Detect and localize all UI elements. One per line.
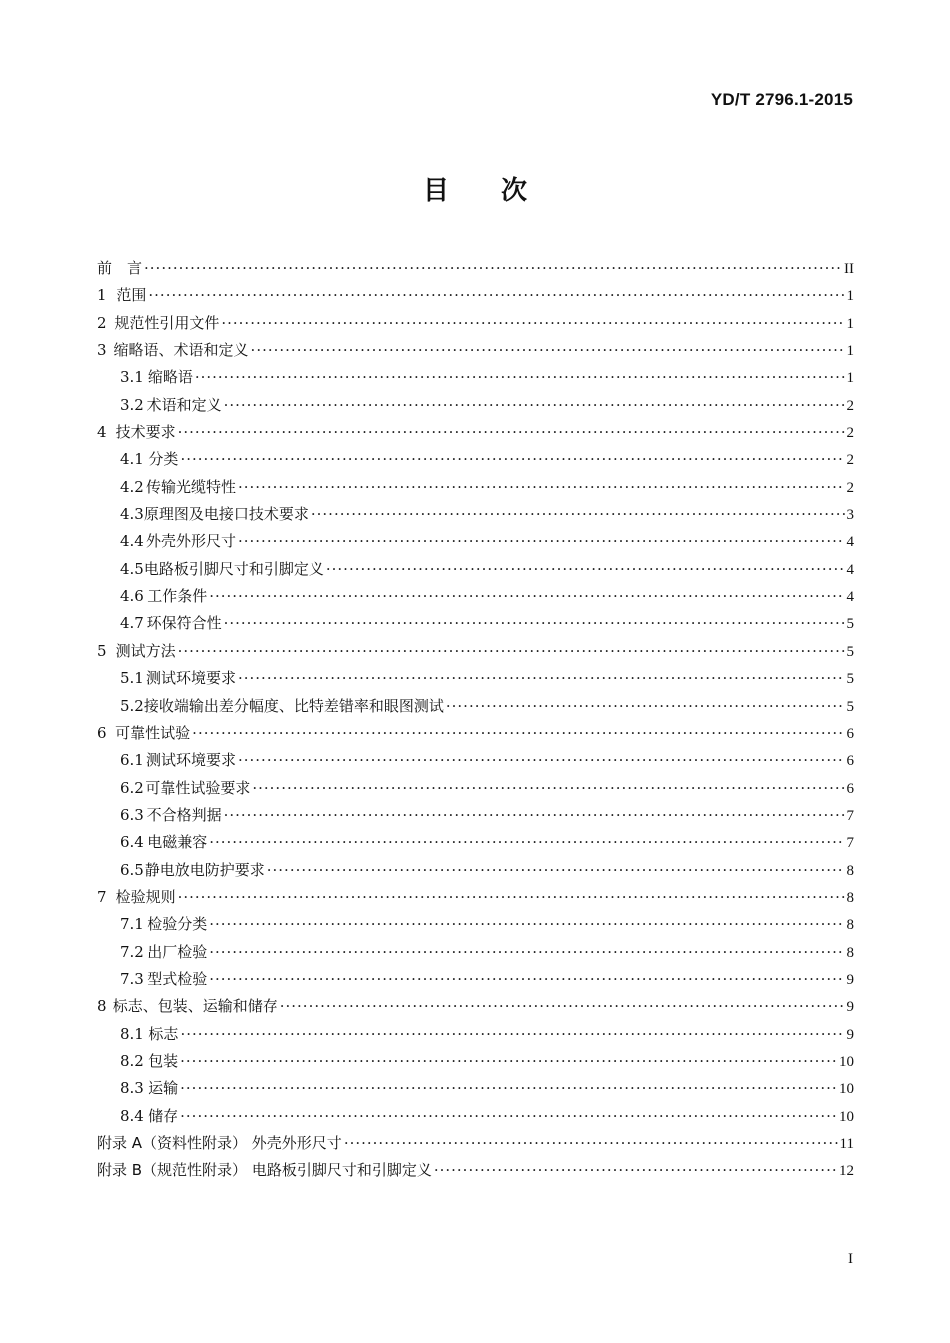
toc-leader-dots bbox=[238, 528, 845, 555]
toc-entry-number: 8.1 bbox=[120, 1024, 144, 1043]
toc-entry-label: 技术要求 bbox=[115, 423, 176, 442]
toc-entry-page: 6 bbox=[846, 753, 854, 770]
toc-leader-dots bbox=[209, 966, 844, 993]
toc-entry[interactable] bbox=[97, 446, 854, 473]
toc-entry[interactable] bbox=[97, 857, 854, 884]
toc-leader-dots bbox=[224, 610, 845, 637]
toc-entry[interactable] bbox=[97, 556, 854, 583]
toc-leader-dots bbox=[195, 364, 845, 391]
toc-entry-page: 2 bbox=[846, 479, 854, 496]
toc-leader-dots bbox=[209, 939, 844, 966]
toc-entry-label: 标志、包装、运输和储存 bbox=[112, 997, 278, 1016]
toc-entry[interactable] bbox=[97, 337, 854, 364]
toc-entry-page: 7 bbox=[846, 835, 854, 852]
toc-entry-number: 7.2 bbox=[120, 942, 144, 961]
toc-leader-dots bbox=[446, 693, 845, 720]
toc-entry-number: 4.4 bbox=[120, 532, 144, 551]
toc-leader-dots bbox=[209, 911, 844, 938]
toc-entry-number: 4.5 bbox=[120, 559, 144, 578]
toc-entry-number: 5.2 bbox=[120, 696, 144, 715]
toc-entry-page: II bbox=[844, 261, 854, 277]
table-of-contents bbox=[97, 255, 854, 1185]
toc-entry-label: 型式检验 bbox=[147, 969, 208, 988]
toc-leader-dots bbox=[434, 1157, 837, 1184]
toc-entry-number: 4.7 bbox=[120, 614, 144, 633]
toc-entry-label: 测试方法 bbox=[115, 641, 176, 660]
toc-entry-number: 6.1 bbox=[120, 751, 144, 770]
toc-entry-page: 4 bbox=[846, 589, 854, 606]
toc-entry-number: 6.2 bbox=[120, 778, 144, 797]
toc-entry-label: 不合格判据 bbox=[146, 805, 222, 824]
toc-entry-number: 2 bbox=[97, 313, 107, 332]
toc-leader-dots bbox=[178, 884, 845, 911]
toc-entry-label: 电路板引脚尺寸和引脚定义 bbox=[143, 559, 324, 578]
toc-entry[interactable] bbox=[97, 747, 854, 774]
toc-entry[interactable] bbox=[97, 583, 854, 610]
toc-entry-number: 6.3 bbox=[120, 805, 144, 824]
toc-entry-number: 4.1 bbox=[120, 450, 144, 469]
toc-leader-dots bbox=[224, 802, 845, 829]
toc-leader-dots bbox=[178, 419, 845, 446]
toc-entry[interactable] bbox=[97, 829, 854, 856]
toc-entry[interactable] bbox=[97, 392, 854, 419]
toc-entry-page: 12 bbox=[839, 1163, 854, 1180]
toc-entry-label: 附录 B（规范性附录） 电路板引脚尺寸和引脚定义 bbox=[97, 1161, 432, 1180]
toc-entry[interactable] bbox=[97, 255, 854, 282]
toc-entry-number: 1 bbox=[97, 286, 107, 305]
toc-entry-number: 7.1 bbox=[120, 915, 144, 934]
toc-leader-dots bbox=[238, 747, 845, 774]
toc-entry-page: 9 bbox=[846, 999, 854, 1016]
toc-entry-label: 缩略语、术语和定义 bbox=[113, 341, 249, 360]
toc-entry[interactable] bbox=[97, 911, 854, 938]
toc-entry-label: 包装 bbox=[148, 1051, 179, 1070]
toc-leader-dots bbox=[180, 446, 844, 473]
toc-entry[interactable] bbox=[97, 802, 854, 829]
toc-entry-page: 1 bbox=[846, 315, 854, 332]
toc-entry-page: 9 bbox=[846, 1026, 854, 1043]
toc-entry-number: 8.4 bbox=[120, 1106, 144, 1125]
toc-entry-number: 5.1 bbox=[120, 669, 144, 688]
toc-leader-dots bbox=[180, 1048, 837, 1075]
toc-leader-dots bbox=[267, 857, 845, 884]
toc-entry-page: 1 bbox=[846, 370, 854, 387]
toc-entry-page: 10 bbox=[839, 1108, 854, 1125]
toc-leader-dots bbox=[192, 720, 844, 747]
toc-entry-label: 标志 bbox=[148, 1024, 179, 1043]
toc-entry-number: 6 bbox=[97, 723, 107, 742]
toc-entry[interactable] bbox=[97, 1157, 854, 1184]
toc-entry[interactable] bbox=[97, 665, 854, 692]
toc-leader-dots bbox=[209, 583, 844, 610]
toc-entry-page: 5 bbox=[846, 698, 854, 715]
toc-entry-page: 10 bbox=[839, 1053, 854, 1070]
toc-leader-dots bbox=[252, 775, 844, 802]
toc-entry[interactable] bbox=[97, 501, 854, 528]
toc-entry-page: 4 bbox=[846, 561, 854, 578]
toc-leader-dots bbox=[148, 282, 844, 309]
toc-entry-number: 3.1 bbox=[120, 368, 144, 387]
toc-leader-dots bbox=[144, 255, 842, 282]
toc-entry-page: 5 bbox=[846, 671, 854, 688]
toc-entry-number: 5 bbox=[97, 641, 107, 660]
toc-entry-label: 规范性引用文件 bbox=[114, 313, 220, 332]
toc-entry-page: 10 bbox=[839, 1081, 854, 1098]
toc-entry-number: 8.2 bbox=[120, 1051, 144, 1070]
toc-entry-label: 缩略语 bbox=[147, 368, 193, 387]
toc-entry-label: 接收端输出差分幅度、比特差错率和眼图测试 bbox=[143, 696, 444, 715]
toc-entry-page: 11 bbox=[839, 1136, 854, 1152]
toc-entry-label: 测试环境要求 bbox=[145, 751, 236, 770]
toc-entry-label: 储存 bbox=[148, 1106, 179, 1125]
toc-leader-dots bbox=[311, 501, 845, 528]
toc-entry-page: 1 bbox=[846, 288, 854, 305]
toc-entry-page: 3 bbox=[846, 507, 854, 524]
toc-entry-label: 传输光缆特性 bbox=[145, 477, 236, 496]
toc-entry[interactable] bbox=[97, 1103, 854, 1130]
toc-entry-page: 8 bbox=[846, 862, 854, 879]
page-number: I bbox=[848, 1251, 853, 1267]
toc-entry-page: 8 bbox=[846, 889, 854, 906]
title-char-left: 目 bbox=[422, 176, 449, 206]
toc-leader-dots bbox=[251, 337, 845, 364]
toc-entry-label: 前 言 bbox=[97, 259, 143, 277]
toc-entry[interactable] bbox=[97, 993, 854, 1020]
toc-entry-number: 4.3 bbox=[120, 505, 144, 524]
toc-entry-label: 电磁兼容 bbox=[147, 833, 208, 852]
toc-entry[interactable] bbox=[97, 610, 854, 637]
toc-entry-number: 4.6 bbox=[120, 587, 144, 606]
toc-entry[interactable] bbox=[97, 939, 854, 966]
toc-entry-number: 6.4 bbox=[120, 833, 144, 852]
toc-entry[interactable] bbox=[97, 282, 854, 309]
toc-entry-number: 7 bbox=[97, 887, 107, 906]
toc-entry-number: 8.3 bbox=[120, 1079, 144, 1098]
toc-entry-page: 2 bbox=[846, 452, 854, 469]
document-code: YD/T 2796.1-2015 bbox=[710, 90, 853, 109]
toc-entry-page: 8 bbox=[846, 944, 854, 961]
toc-entry[interactable] bbox=[97, 1130, 854, 1157]
toc-entry-label: 环保符合性 bbox=[146, 614, 222, 633]
toc-entry-label: 可靠性试验 bbox=[115, 723, 191, 742]
toc-entry[interactable] bbox=[97, 1048, 854, 1075]
toc-leader-dots bbox=[178, 638, 845, 665]
toc-entry-label: 检验规则 bbox=[115, 887, 176, 906]
toc-entry-label: 静电放电防护要求 bbox=[144, 860, 265, 879]
toc-leader-dots bbox=[238, 474, 845, 501]
toc-entry[interactable] bbox=[97, 775, 854, 802]
toc-entry[interactable] bbox=[97, 419, 854, 446]
toc-entry-page: 9 bbox=[846, 971, 854, 988]
toc-entry[interactable] bbox=[97, 720, 854, 747]
toc-entry-number: 4.2 bbox=[120, 477, 144, 496]
toc-leader-dots bbox=[180, 1103, 837, 1130]
toc-leader-dots bbox=[238, 665, 845, 692]
toc-entry-label: 运输 bbox=[148, 1079, 179, 1098]
toc-entry-label: 术语和定义 bbox=[146, 395, 222, 414]
toc-leader-dots bbox=[280, 993, 845, 1020]
toc-entry-label: 出厂检验 bbox=[147, 942, 208, 961]
toc-leader-dots bbox=[180, 1021, 844, 1048]
toc-entry[interactable] bbox=[97, 528, 854, 555]
toc-entry-number: 3.2 bbox=[120, 395, 144, 414]
toc-entry[interactable] bbox=[97, 966, 854, 993]
toc-entry-page: 6 bbox=[846, 725, 854, 742]
title-char-right: 次 bbox=[501, 176, 528, 206]
toc-leader-dots bbox=[344, 1130, 838, 1157]
toc-entry[interactable] bbox=[97, 310, 854, 337]
toc-entry[interactable] bbox=[97, 1021, 854, 1048]
toc-entry-page: 4 bbox=[846, 534, 854, 551]
toc-entry-number: 7.3 bbox=[120, 969, 144, 988]
toc-entry-page: 5 bbox=[846, 643, 854, 660]
toc-entry-label: 分类 bbox=[148, 450, 179, 469]
toc-entry-number: 6.5 bbox=[120, 860, 144, 879]
toc-entry-number: 4 bbox=[97, 423, 107, 442]
toc-entry-label: 可靠性试验要求 bbox=[145, 778, 251, 797]
toc-entry-label: 范围 bbox=[116, 286, 147, 305]
toc-entry-label: 附录 A（资料性附录） 外壳外形尺寸 bbox=[97, 1134, 342, 1152]
toc-entry-page: 8 bbox=[846, 917, 854, 934]
toc-entry[interactable] bbox=[97, 638, 854, 665]
page-title bbox=[0, 170, 950, 207]
toc-entry-page: 2 bbox=[846, 397, 854, 414]
toc-leader-dots bbox=[221, 310, 844, 337]
toc-entry-label: 测试环境要求 bbox=[145, 669, 236, 688]
toc-entry-label: 原理图及电接口技术要求 bbox=[143, 505, 309, 524]
toc-entry-number: 8 bbox=[97, 997, 107, 1016]
toc-entry-page: 1 bbox=[846, 343, 854, 360]
toc-leader-dots bbox=[209, 829, 844, 856]
toc-entry[interactable] bbox=[97, 693, 854, 720]
toc-leader-dots bbox=[326, 556, 845, 583]
toc-entry-number: 3 bbox=[97, 341, 107, 360]
toc-leader-dots bbox=[180, 1075, 837, 1102]
toc-entry-label: 工作条件 bbox=[147, 587, 208, 606]
toc-entry-label: 外壳外形尺寸 bbox=[145, 532, 236, 551]
toc-entry-label: 检验分类 bbox=[147, 915, 208, 934]
toc-entry[interactable] bbox=[97, 884, 854, 911]
toc-entry[interactable] bbox=[97, 1075, 854, 1102]
toc-entry[interactable] bbox=[97, 364, 854, 391]
toc-leader-dots bbox=[224, 392, 845, 419]
toc-entry-page: 7 bbox=[846, 807, 854, 824]
toc-entry-page: 2 bbox=[846, 425, 854, 442]
toc-entry-page: 5 bbox=[846, 616, 854, 633]
toc-entry[interactable] bbox=[97, 474, 854, 501]
toc-entry-page: 6 bbox=[846, 780, 854, 797]
